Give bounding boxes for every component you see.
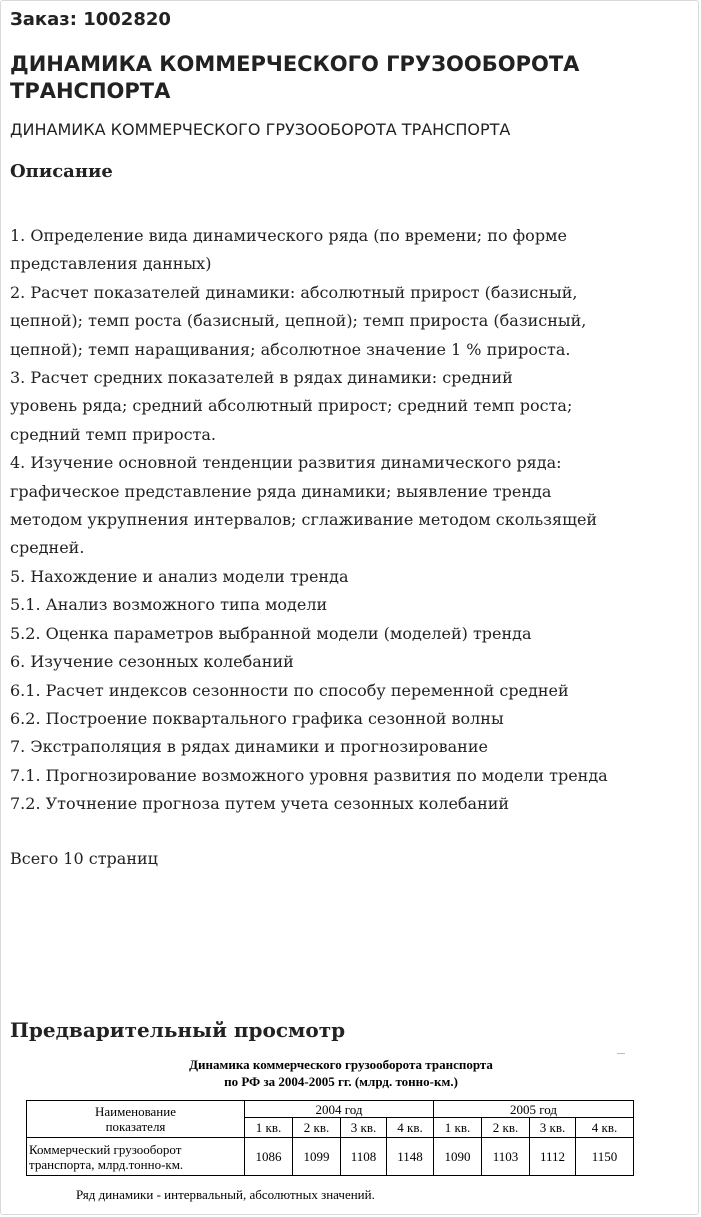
description-line: 5.1. Анализ возможного типа модели (10, 595, 328, 615)
page-title: ДИНАМИКА КОММЕРЧЕСКОГО ГРУЗООБОРОТА ТРАНСПОРТА (10, 52, 580, 103)
page-count: Всего 10 страниц (10, 849, 158, 868)
preview-heading: Предварительный просмотр (10, 1018, 346, 1042)
quarter-cell: 2 кв. (482, 1118, 530, 1138)
description-heading: Описание (10, 161, 113, 182)
description-line: 5. Нахождение и анализ модели тренда (10, 566, 349, 586)
description-line: 1. Определение вида динамического ряда (по времени; по форме (10, 226, 567, 245)
preview-note: Ряд динамики - интервальный, абсолютных значений. (76, 1187, 375, 1202)
description-line: 6.1. Расчет индексов сезонности по способу переменной средней (10, 680, 569, 700)
description-line: методом укрупнения интервалов; сглаживание методом скользящей (10, 510, 598, 530)
description-line: 7.1. Прогнозирование возможного уровня развития по модели тренда (10, 765, 608, 785)
description-line: 2. Расчет показателей динамики: абсолютный прирост (базисный, (10, 282, 578, 302)
description-line: представления данных) (10, 254, 212, 274)
description-line: средний темп прироста. (10, 424, 216, 444)
description-line: 7.2. Уточнение прогноза путем учета сезонных колебаний (10, 794, 510, 814)
description-line: 3. Расчет средних показателей в рядах динамики: средний (10, 368, 513, 388)
value-cell: 1103 (482, 1138, 530, 1176)
header-year-2005: 2005 год (434, 1101, 634, 1118)
row-label-cell: Коммерческий грузооборот транспорта, млрд.тонно-км. (27, 1138, 245, 1176)
page-subtitle: ДИНАМИКА КОММЕРЧЕСКОГО ГРУЗООБОРОТА ТРАНСПОРТА (10, 120, 511, 139)
quarter-cell: 4 кв. (576, 1118, 634, 1138)
value-cell: 1150 (576, 1138, 634, 1176)
value-cell: 1086 (245, 1138, 293, 1176)
preview-document-title (131, 1056, 551, 1090)
quarter-cell: 3 кв. (341, 1118, 387, 1138)
description-line: 4. Изучение основной тенденции развития динамического ряда: (10, 453, 562, 473)
order-number: Заказ: 1002820 (10, 9, 171, 30)
value-cell: 1148 (387, 1138, 434, 1176)
preview-title-line: Динамика коммерческого грузооборота транспорта (189, 1057, 493, 1072)
quarter-cell: 1 кв. (434, 1118, 482, 1138)
quarter-cell: 3 кв. (530, 1118, 576, 1138)
value-cell: 1112 (530, 1138, 576, 1176)
decorative-mark (617, 1053, 625, 1054)
preview-data-table (26, 1100, 634, 1176)
description-line: 7. Экстраполяция в рядах динамики и прогнозирование (10, 737, 488, 757)
header-indicator-cell: Наименование показателя (27, 1101, 245, 1138)
description-line: уровень ряда; средний абсолютный прирост; средний темп роста; (10, 396, 573, 416)
description-line: цепной); темп наращивания; абсолютное значение 1 % прироста. (10, 339, 571, 359)
value-cell: 1099 (293, 1138, 341, 1176)
description-line: графическое представление ряда динамики; выявление тренда (10, 481, 552, 501)
quarter-cell: 4 кв. (387, 1118, 434, 1138)
value-cell: 1090 (434, 1138, 482, 1176)
table-row (27, 1138, 634, 1176)
preview-title-line: по РФ за 2004-2005 гг. (млрд. тонно-км.) (224, 1074, 458, 1089)
quarter-cell: 1 кв. (245, 1118, 293, 1138)
description-line: 6.2. Построение поквартального графика сезонной волны (10, 708, 504, 728)
value-cell: 1108 (341, 1138, 387, 1176)
description-line: средней. (10, 538, 85, 558)
quarter-cell: 2 кв. (293, 1118, 341, 1138)
description-line: 6. Изучение сезонных колебаний (10, 652, 294, 672)
header-year-2004: 2004 год (245, 1101, 434, 1118)
description-text (10, 222, 696, 819)
description-line: цепной); темп роста (базисный, цепной); темп прироста (базисный, (10, 311, 587, 331)
description-line: 5.2. Оценка параметров выбранной модели (моделей) тренда (10, 623, 532, 643)
table-header-row (27, 1101, 634, 1118)
